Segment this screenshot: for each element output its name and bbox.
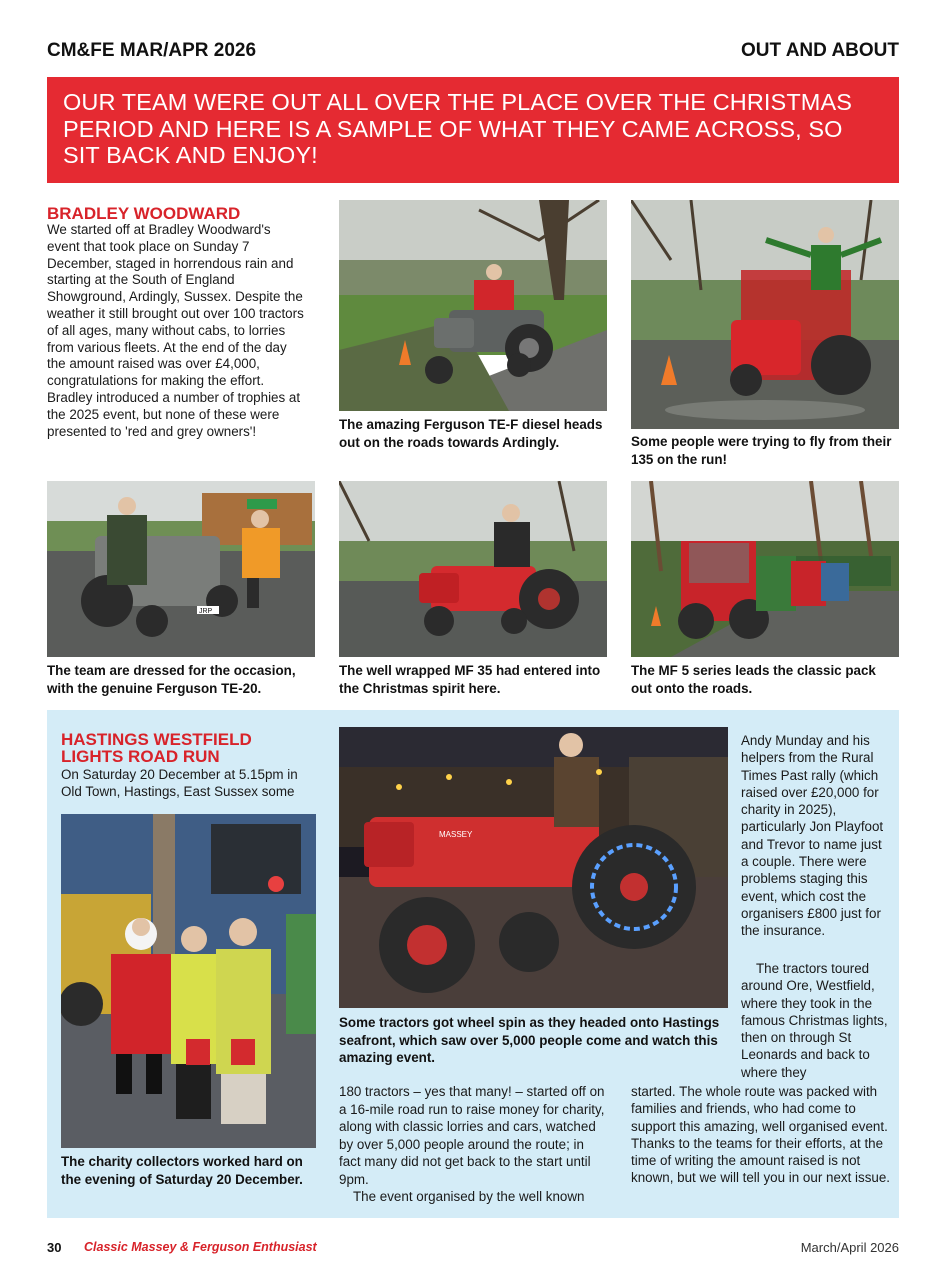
hastings-col-middle-2: The event organised by the well known [353, 1189, 585, 1204]
magazine-title: Classic Massey & Ferguson Enthusiast [84, 1240, 317, 1254]
section-title: OUT AND ABOUT [741, 40, 899, 61]
photo-wheelspin-night [339, 727, 728, 1008]
caption-mf35: The well wrapped MF 35 had entered into the Christmas spirit here. [339, 663, 601, 696]
hastings-col-middle: 180 tractors – yes that many! – started off on a 16-mile road run to raise money for charity, along with classic lorries and cars, watched by over 5,000 people around the route; in fact many did not get back to the start until 9pm. [339, 1084, 605, 1187]
caption-ferguson-tef: The amazing Ferguson TE-F diesel heads out on the roads towards Ardingly. [339, 417, 603, 450]
hastings-col-right-3: started. The whole route was packed with families and friends, who had come to support this amazing, well organised event. Thanks to the teams for their efforts, at the time of writing the amount raised is not known, but we will tell you in our next issue. [631, 1084, 891, 1186]
hastings-intro: On Saturday 20 December at 5.15pm in Old Town, Hastings, East Sussex some [61, 767, 298, 799]
footer-date: March/April 2026 [800, 1240, 899, 1255]
caption-team-te20: The team are dressed for the occasion, with the genuine Ferguson TE-20. [47, 663, 296, 696]
intro-banner [47, 77, 899, 183]
photo-ferguson-tef [339, 200, 607, 411]
photo-mf5-series [631, 481, 899, 657]
massey-badge-text: MASSEY [439, 830, 473, 839]
hastings-col-right: Andy Munday and his helpers from the Rural Times Past rally (which raised over £20,000 for charity in 2025), particularly Jon Playfoot and Trevor to name just a couple. There were problems staging this event, which cost the organisers £800 just for the insurance. [741, 733, 884, 939]
hastings-heading: HASTINGS WESTFIELD LIGHTS ROAD RUN [61, 730, 252, 766]
photo-mf35 [339, 481, 607, 657]
page-number: 30 [47, 1240, 62, 1255]
caption-wheelspin-night: Some tractors got wheel spin as they headed onto Hastings seafront, which saw over 5,000 people come and watch this amazing event. [339, 1015, 720, 1065]
photo-flying-135 [631, 200, 899, 429]
caption-charity-collectors: The charity collectors worked hard on the evening of Saturday 20 December. [61, 1154, 303, 1187]
reg-plate-text: JRP [199, 608, 213, 615]
issue-label: CM&FE MAR/APR 2026 [47, 40, 257, 61]
bradley-body: We started off at Bradley Woodward's event that took place on Sunday 7 December, staged in horrendous rain and starting at the South of England Showground, Ardingly, Sussex. Despite the weather it still brought out over 100 tractors of all ages, many without cabs, to lorries from various fleets. At the end of the day the amount raised was over £4,000, congratulations for making the effort. Bradley introduced a number of trophies at the 2025 event, but none of these were presented to 'red and grey owners'! [47, 222, 304, 439]
photo-team-te20 [47, 481, 315, 657]
bradley-heading: BRADLEY WOODWARD [47, 204, 241, 223]
caption-flying-135: Some people were trying to fly from their 135 on the run! [631, 434, 892, 467]
caption-mf5-series: The MF 5 series leads the classic pack out onto the roads. [631, 663, 876, 696]
hastings-col-right-2: The tractors toured around Ore, Westfield, where they took in the famous Christmas lights, then on through St Leonards and back to where they [741, 961, 888, 1080]
photo-charity-collectors [61, 814, 316, 1148]
intro-banner-text: OUR TEAM WERE OUT ALL OVER THE PLACE OVER THE CHRISTMAS PERIOD AND HERE IS A SAMPLE OF WHAT THEY CAME ACROSS, SO SIT BACK AND ENJOY! [63, 89, 852, 168]
